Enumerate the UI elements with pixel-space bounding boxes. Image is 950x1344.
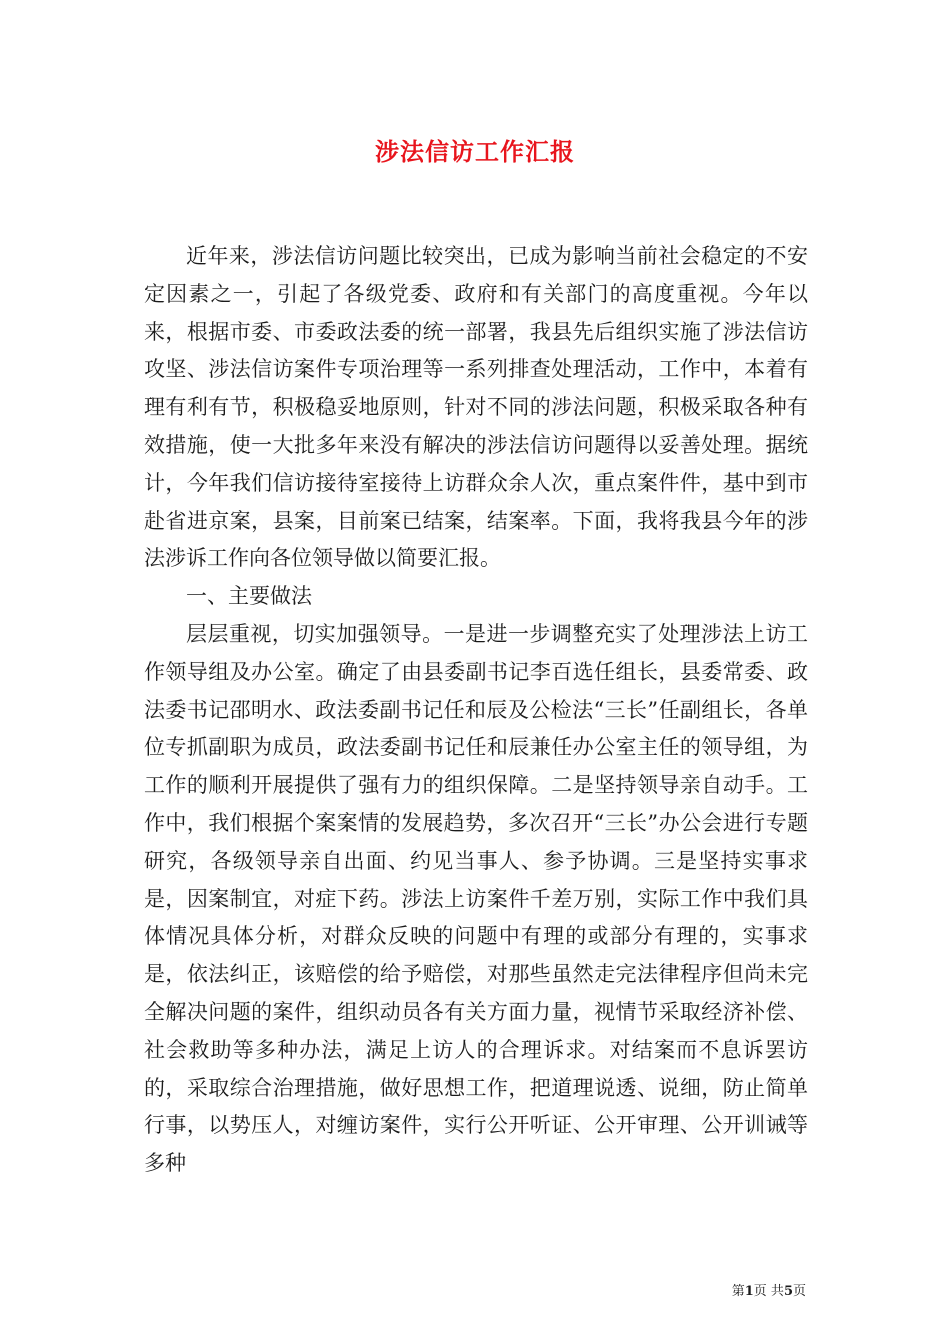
current-page-number: 1 bbox=[744, 1284, 754, 1299]
total-page-number: 5 bbox=[783, 1284, 793, 1299]
footer-prefix: 第 bbox=[731, 1284, 745, 1299]
page-number-footer bbox=[732, 1280, 806, 1299]
paragraph-intro: 近年来，涉法信访问题比较突出，已成为影响当前社会稳定的不安定因素之一，引起了各级党委、政府和有关部门的高度重视。今年以来，根据市委、市委政法委的统一部署，我县先后组织实施了涉法信访攻坚、涉法信访案件专项治理等一系列排查处理活动，工作中，本着有理有利有节，积极稳妥地原则，针对不同的涉法问题，积极采取各种有效措施，使一大批多年来没有解决的涉法信访问题得以妥善处理。据统计，今年我们信访接待室接待上访群众余人次，重点案件件，基中到市赴省进京案，县案，目前案已结案，结案率。下面，我将我县今年的涉法涉诉工作向各位领导做以简要汇报。 bbox=[144, 244, 808, 571]
footer-middle: 页 共 bbox=[753, 1284, 784, 1299]
section-heading: 一、主要做法 bbox=[186, 584, 312, 609]
document-title: 涉法信访工作汇报 bbox=[375, 137, 575, 166]
paragraph-leadership: 层层重视，切实加强领导。一是进一步调整充实了处理涉法上访工作领导组及办公室。确定了由县委副书记李百选任组长，县委常委、政法委书记邵明水、政法委副书记任和辰及公检法“三长”任副组长，各单位专抓副职为成员，政法委副书记任和辰兼任办公室主任的领导组，为工作的顺利开展提供了强有力的组织保障。二是坚持领导亲自动手。工作中，我们根据个案案情的发展趋势，多次召开“三长”办公会进行专题研究，各级领导亲自出面、约见当事人、参予协调。三是坚持实事求是，因案制宜，对症下药。涉法上访案件千差万别，实际工作中我们具体情况具体分析，对群众反映的问题中有理的或部分有理的，实事求是，依法纠正，该赔偿的给予赔偿，对那些虽然走完法律程序但尚未完全解决问题的案件，组织动员各有关方面力量，视情节采取经济补偿、社会救助等多种办法，满足上访人的合理诉求。对结案而不息诉罢访的，采取综合治理措施，做好思想工作，把道理说透、说细，防止简单行事，以势压人，对缠访案件，实行公开听证、公开审理、公开训诫等多种 bbox=[144, 621, 808, 1176]
document-body bbox=[144, 238, 808, 1183]
footer-suffix: 页 bbox=[792, 1284, 806, 1299]
